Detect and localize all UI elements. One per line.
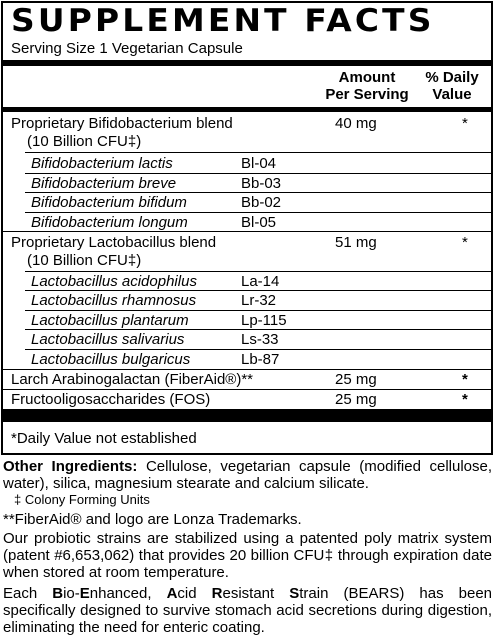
bears-statement: Each Bio-Enhanced, Acid Resistant Strain (BEARS) has been specifically designed to survive stomach acid secretions during digestion, eliminating the need for enteric coating. bbox=[3, 585, 493, 636]
cfu-note: ‡ Colony Forming Units bbox=[14, 492, 150, 507]
divider bbox=[3, 231, 491, 232]
daily-value-footnote: *Daily Value not established bbox=[11, 430, 197, 447]
top-divider bbox=[3, 60, 491, 66]
bottom-divider bbox=[3, 409, 491, 422]
header-divider bbox=[3, 107, 491, 112]
other-ingredients bbox=[3, 458, 492, 492]
supplement-facts-panel: SUPPLEMENT FACTS Serving Size 1 Vegetarian Capsule Amount Per Serving % Daily Value Proprietary Bifidobacterium blend 40 mg * (10 Billion CFU‡) Bifidobacterium lactis Bl-04 Bifidobacterium breve Bb-03 Bifidobacterium bifidum Bb-02 Bifidobacterium longum Bl-05 Proprietary Lactobacillus blend 51 mg * (10 Billion CFU‡) Lactobacillus acidophilus La-14 Lactobacillus rhamnosus Lr-32 Lactobacillus plantarum Lp-115 Lactobacillus salivarius Ls-33 Lactobacillus bulgaricus Lb-87 Larch Arabinogalactan (FiberAid®)** 25 mg * Fructooligosaccharides (FOS) 25 mg * *Daily Value not established bbox=[1, 1, 493, 455]
probiotic-statement: Our probiotic strains are stabilized using a patented poly matrix system (patent #6,653,062) that provides 20 billion CFU‡ through expiration date when stored at room temperature. bbox=[3, 530, 492, 581]
amount-header: Amount Per Serving bbox=[325, 69, 409, 103]
daily-value-header: % Daily Value bbox=[425, 69, 479, 103]
divider bbox=[25, 152, 491, 153]
panel-title: SUPPLEMENT FACTS bbox=[11, 3, 435, 39]
other-ingredients-label: Other Ingredients: bbox=[3, 458, 138, 475]
serving-size: Serving Size 1 Vegetarian Capsule bbox=[11, 40, 243, 57]
fiberaid-note: **FiberAid® and logo are Lonza Trademarks. bbox=[3, 511, 302, 528]
other-ingredients-text: Cellulose, vegetarian capsule (modified cellulose, water), silica, magnesium stearate and calcium silicate. bbox=[3, 458, 493, 492]
